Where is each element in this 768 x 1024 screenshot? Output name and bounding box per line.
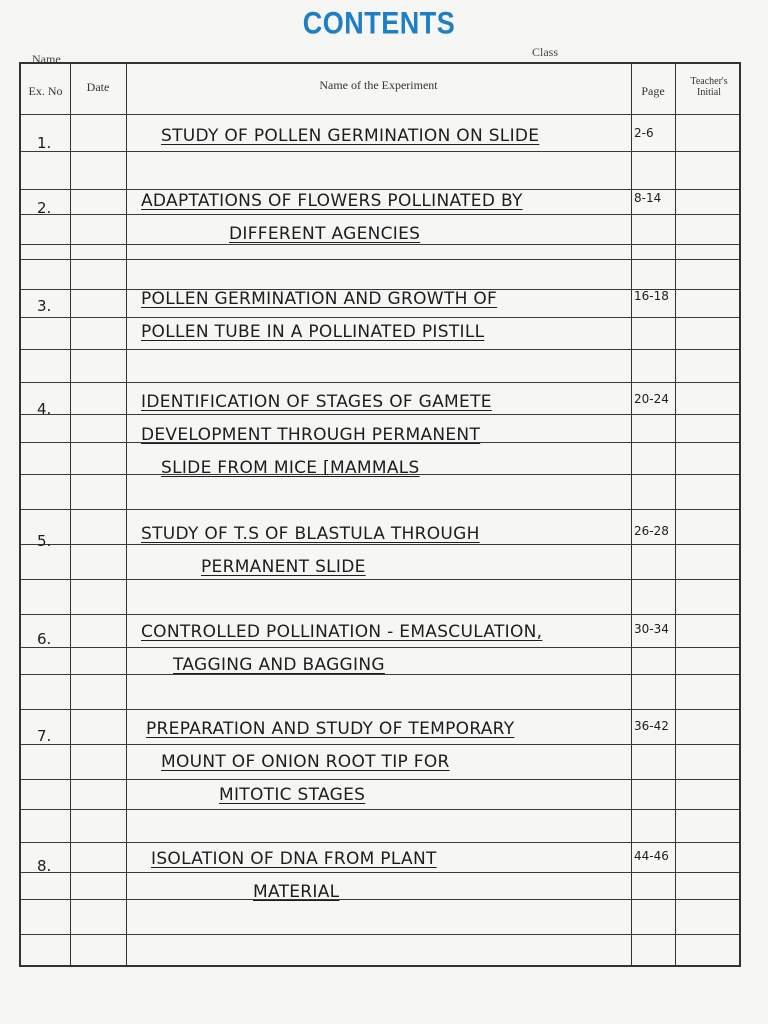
ruled-line	[21, 934, 739, 935]
class-label: Class	[532, 45, 559, 59]
experiment-number: 7.	[37, 727, 52, 745]
experiment-title-line: MOUNT OF ONION ROOT TIP FOR	[161, 752, 450, 772]
experiment-title-line: POLLEN GERMINATION AND GROWTH OF	[141, 289, 498, 309]
experiment-title-line: DEVELOPMENT THROUGH PERMANENT	[141, 425, 481, 445]
experiment-pages: 8-14	[634, 191, 662, 205]
experiment-title-line: SLIDE FROM MICE [MAMMALS	[161, 458, 420, 478]
header-exno: Ex. No	[28, 84, 63, 98]
experiment-pages: 26-28	[634, 524, 669, 538]
experiment-pages: 2-6	[634, 126, 654, 140]
experiment-title-line: STUDY OF T.S OF BLASTULA THROUGH	[141, 524, 480, 544]
ruled-line	[21, 317, 739, 318]
ruled-line	[21, 244, 739, 245]
experiment-pages: 20-24	[634, 392, 669, 406]
ruled-line	[21, 744, 739, 745]
page-title: CONTENTS	[302, 5, 456, 41]
contents-table	[19, 62, 741, 967]
column-divider	[70, 64, 71, 965]
experiment-number: 6.	[37, 630, 52, 648]
experiment-title-line: TAGGING AND BAGGING	[173, 655, 385, 675]
header-date: Date	[86, 80, 110, 94]
experiment-number: 3.	[37, 297, 52, 315]
experiment-title-line: STUDY OF POLLEN GERMINATION ON SLIDE	[161, 126, 540, 146]
experiment-title-line: ISOLATION OF DNA FROM PLANT	[151, 849, 437, 869]
header-page: Page	[641, 84, 665, 98]
experiment-number: 2.	[37, 199, 52, 217]
experiment-number: 5.	[37, 532, 52, 550]
experiment-pages: 36-42	[634, 719, 669, 733]
column-divider	[631, 64, 632, 965]
ruled-line	[21, 579, 739, 580]
experiment-title-line: PREPARATION AND STUDY OF TEMPORARY	[146, 719, 515, 739]
ruled-line	[21, 349, 739, 350]
experiment-title-line: ADAPTATIONS OF FLOWERS POLLINATED BY	[141, 191, 523, 211]
ruled-line	[21, 647, 739, 648]
experiment-pages: 30-34	[634, 622, 669, 636]
ruled-line	[21, 899, 739, 900]
ruled-line	[21, 114, 739, 115]
ruled-line	[21, 709, 739, 710]
ruled-line	[21, 189, 739, 190]
experiment-title-line: IDENTIFICATION OF STAGES OF GAMETE	[141, 392, 492, 412]
name-label: Name	[32, 52, 61, 66]
ruled-line	[21, 509, 739, 510]
header-experiment: Name of the Experiment	[319, 78, 438, 92]
ruled-line	[21, 809, 739, 810]
ruled-line	[21, 382, 739, 383]
ruled-line	[21, 544, 739, 545]
experiment-title-line: DIFFERENT AGENCIES	[229, 224, 421, 244]
experiment-pages: 16-18	[634, 289, 669, 303]
experiment-number: 8.	[37, 857, 52, 875]
experiment-title-line: CONTROLLED POLLINATION - EMASCULATION,	[141, 622, 543, 642]
ruled-line	[21, 259, 739, 260]
header-teacher-initial: Teacher's Initial	[690, 76, 728, 98]
experiment-pages: 44-46	[634, 849, 669, 863]
experiment-title-line: MITOTIC STAGES	[219, 785, 366, 805]
column-divider	[126, 64, 127, 965]
column-divider	[675, 64, 676, 965]
ruled-line	[21, 779, 739, 780]
ruled-line	[21, 151, 739, 152]
experiment-number: 4.	[37, 400, 52, 418]
ruled-line	[21, 414, 739, 415]
experiment-title-line: POLLEN TUBE IN A POLLINATED PISTILL	[141, 322, 485, 342]
ruled-line	[21, 842, 739, 843]
experiment-number: 1.	[37, 134, 52, 152]
ruled-line	[21, 614, 739, 615]
ruled-line	[21, 872, 739, 873]
experiment-title-line: PERMANENT SLIDE	[201, 557, 366, 577]
experiment-title-line: MATERIAL	[253, 882, 340, 902]
ruled-line	[21, 214, 739, 215]
